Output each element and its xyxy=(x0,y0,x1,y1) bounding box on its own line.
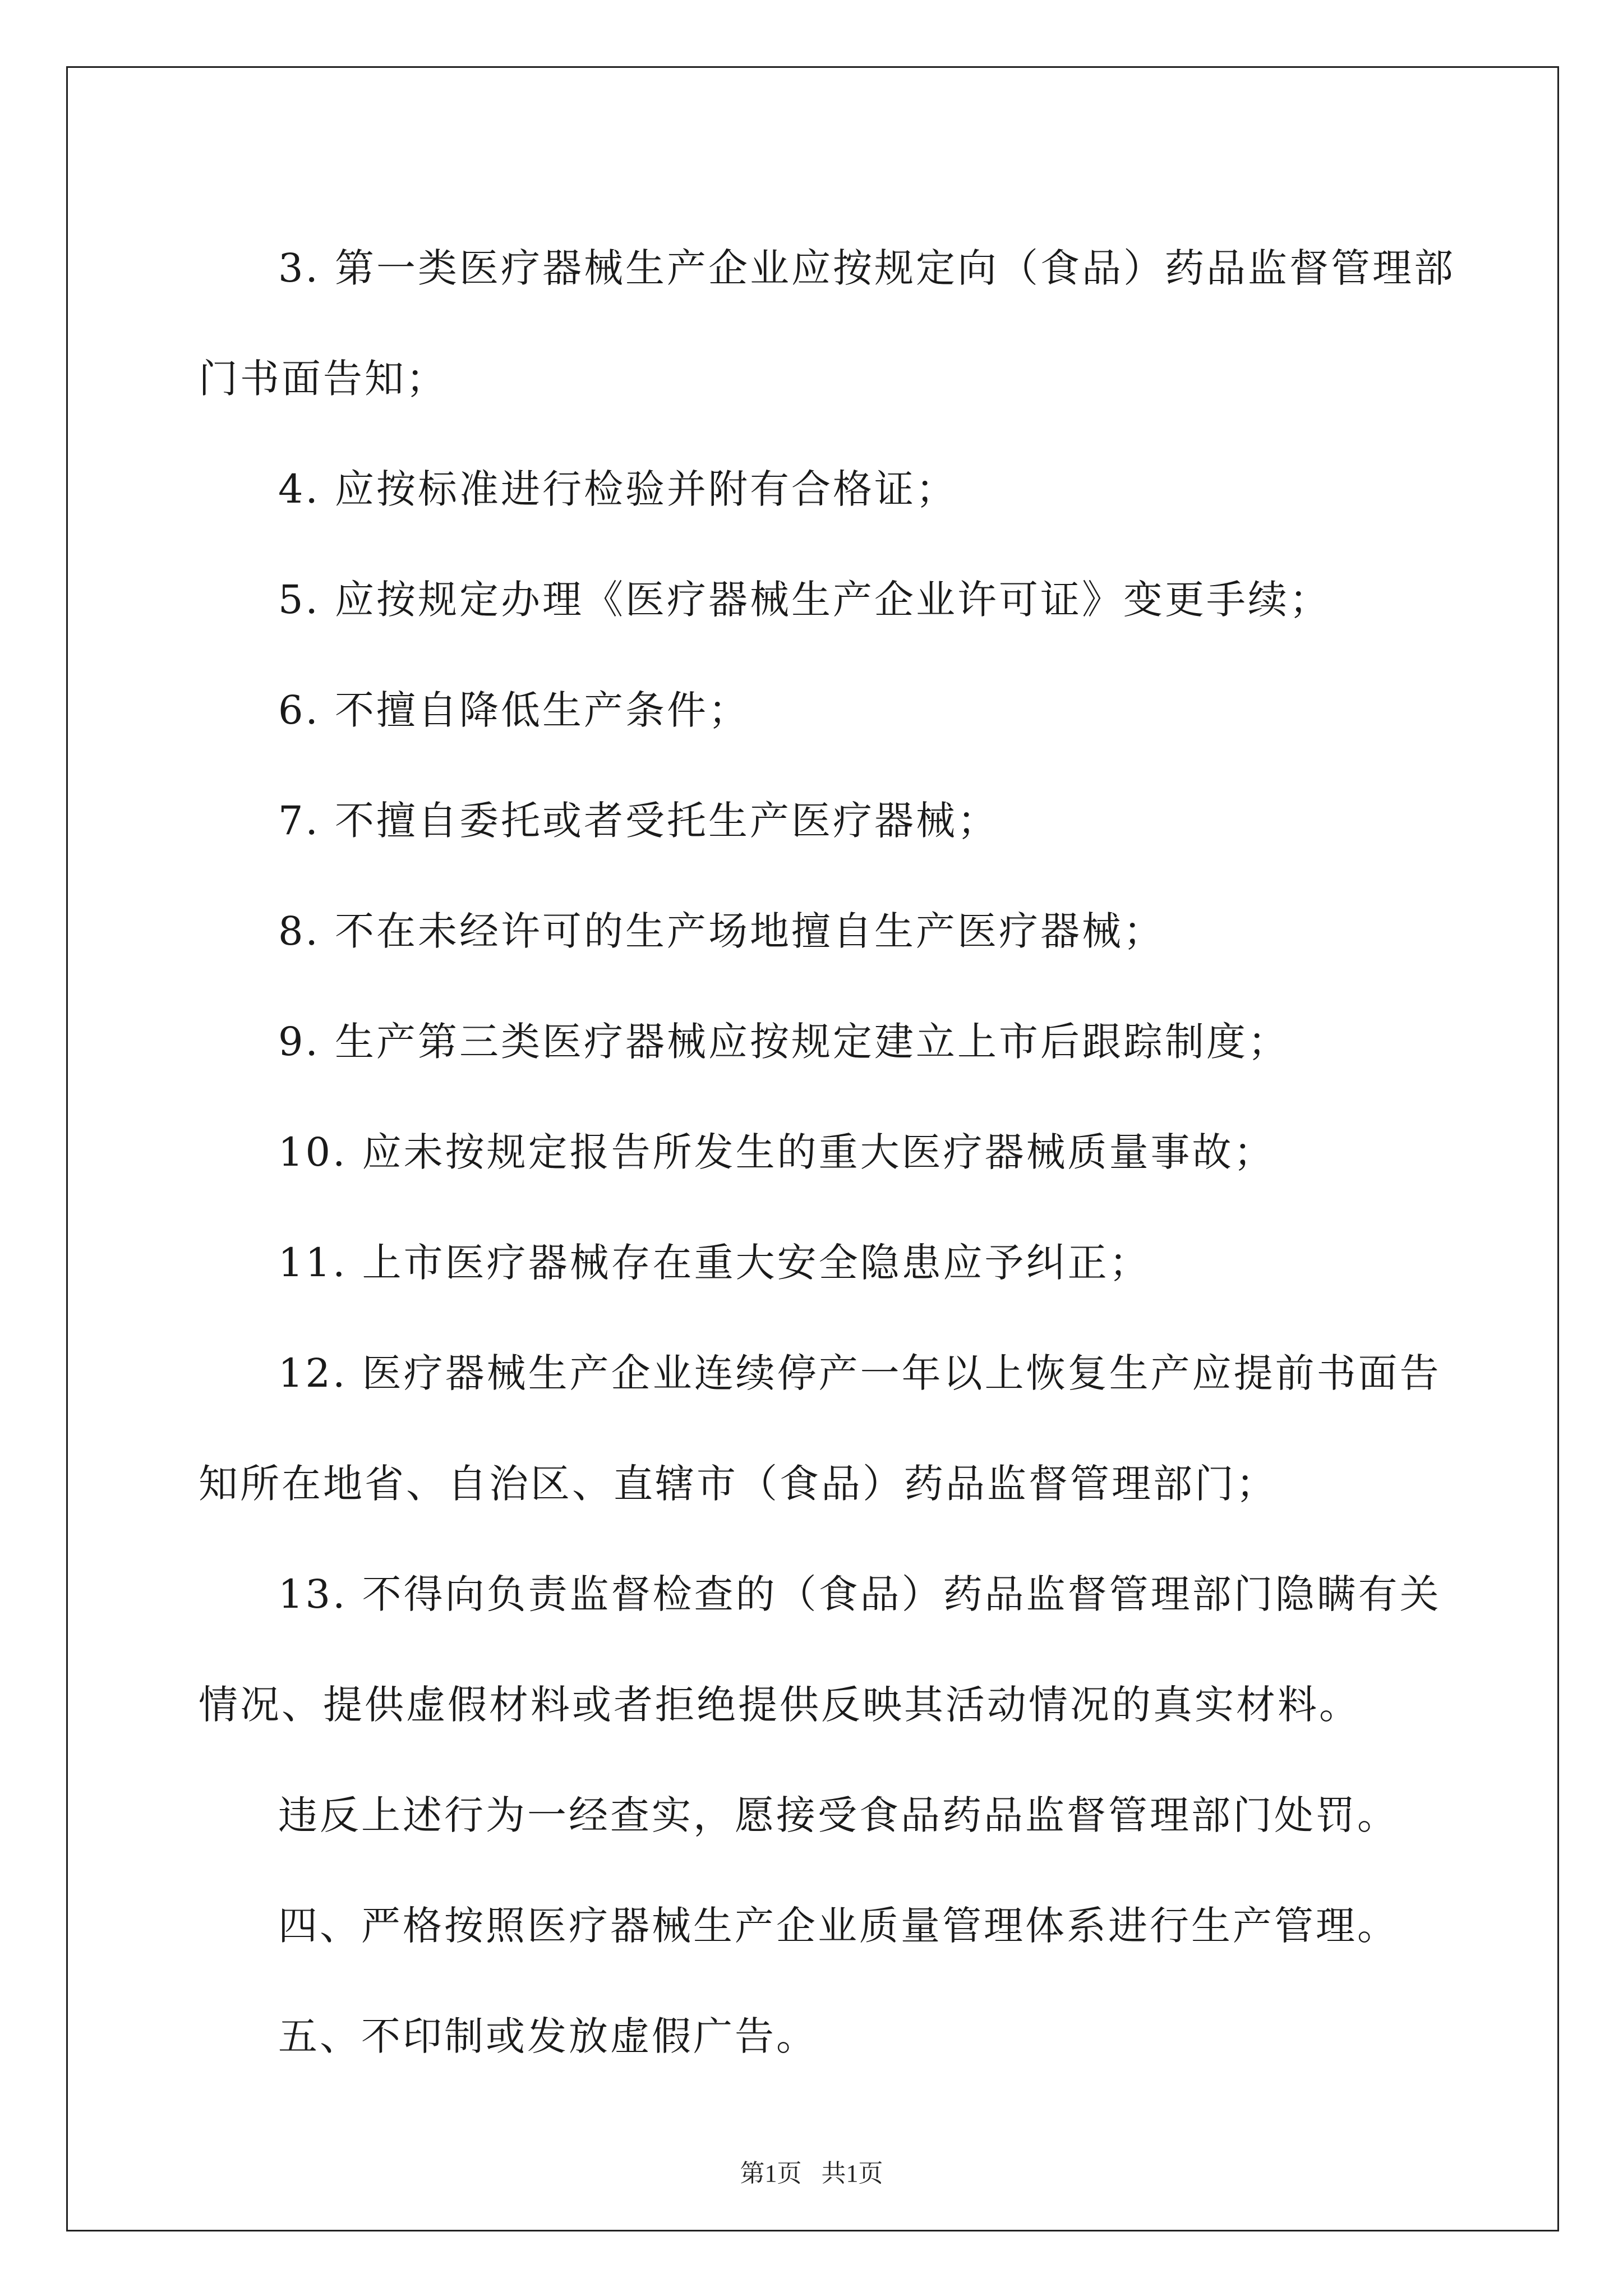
paragraph-item-9: 9. 生产第三类医疗器械应按规定建立上市后跟踪制度； xyxy=(278,1019,1290,1065)
paragraph-item-10: 10. 应未按规定报告所发生的重大医疗器械质量事故； xyxy=(278,1129,1275,1175)
paragraph-item-12-line-1: 12. 医疗器械生产企业连续停产一年以上恢复生产应提前书面告 xyxy=(278,1350,1441,1396)
paragraph-item-5: 5. 应按规定办理《医疗器械生产企业许可证》变更手续； xyxy=(278,577,1331,623)
document-body xyxy=(199,213,1456,2092)
paragraph-item-3-line-2: 门书面告知； xyxy=(199,356,448,402)
paragraph-item-13-line-1: 13. 不得向负责监督检查的（食品）药品监督管理部门隐瞒有关 xyxy=(278,1571,1441,1617)
paragraph-penalty-statement: 违反上述行为一经查实，愿接受食品药品监督管理部门处罚。 xyxy=(278,1792,1399,1838)
paragraph-item-3-line-1: 3. 第一类医疗器械生产企业应按规定向（食品）药品监督管理部 xyxy=(278,245,1456,291)
page-number: 第1页 xyxy=(740,2160,802,2187)
page-footer xyxy=(0,2153,1623,2189)
paragraph-item-12-line-2: 知所在地省、自治区、直辖市（食品）药品监督管理部门； xyxy=(199,1461,1278,1507)
paragraph-item-11: 11. 上市医疗器械存在重大安全隐患应予纠正； xyxy=(278,1240,1151,1286)
paragraph-item-6: 6. 不擅自降低生产条件； xyxy=(278,687,750,733)
paragraph-item-8: 8. 不在未经许可的生产场地擅自生产医疗器械； xyxy=(278,908,1165,954)
paragraph-section-five: 五、不印制或发放虚假广告。 xyxy=(278,2013,818,2059)
paragraph-item-4: 4. 应按标准进行检验并附有合格证； xyxy=(278,466,958,512)
page-total: 共1页 xyxy=(821,2160,883,2187)
paragraph-item-7: 7. 不擅自委托或者受托生产医疗器械； xyxy=(278,798,999,844)
paragraph-item-13-line-2: 情况、提供虚假材料或者拒绝提供反映其活动情况的真实材料。 xyxy=(199,1682,1361,1728)
paragraph-section-four: 四、严格按照医疗器械生产企业质量管理体系进行生产管理。 xyxy=(278,1903,1399,1949)
